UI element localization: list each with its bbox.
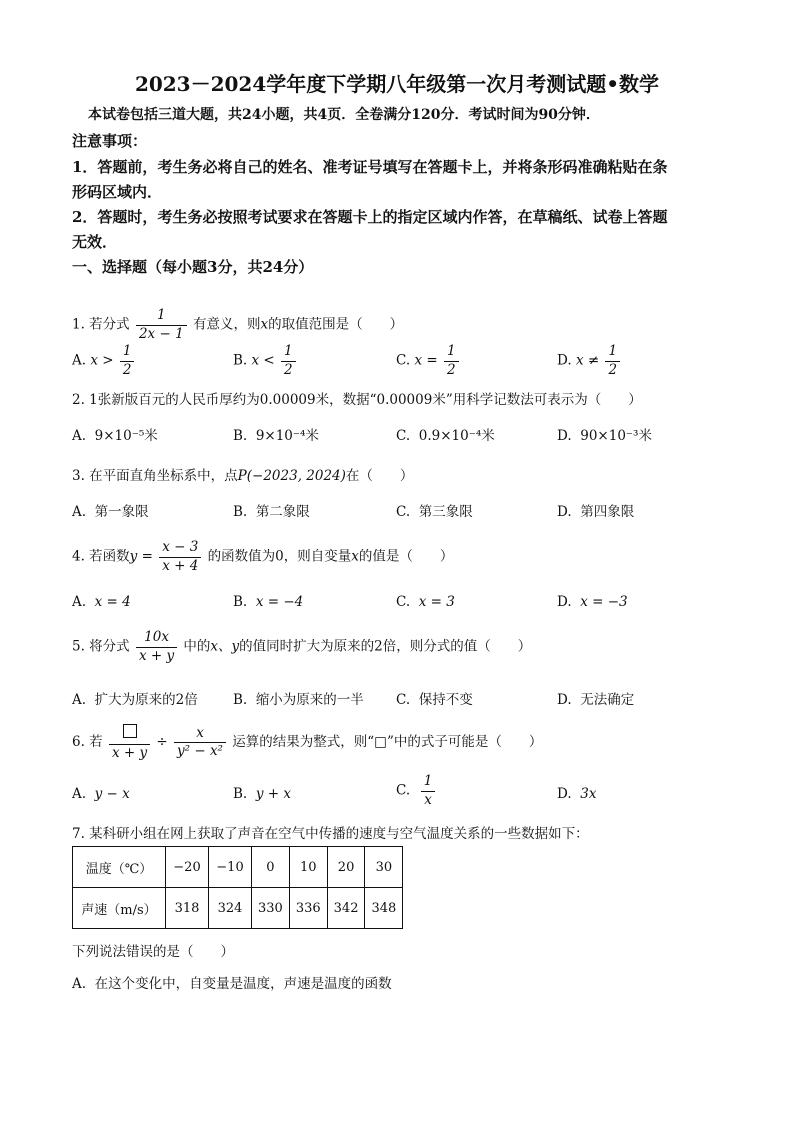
question-1-variable: x	[260, 316, 269, 333]
question-4-option-a[interactable]	[72, 594, 131, 610]
table-cell: 318	[166, 888, 209, 929]
blank-box	[120, 724, 140, 744]
fraction-denominator: 2	[120, 361, 135, 379]
question-5-option-b[interactable]	[233, 688, 364, 708]
divide-operator: ÷	[156, 734, 168, 751]
table-cell: −10	[209, 847, 252, 888]
question-4	[72, 540, 453, 574]
option-expression: x <	[251, 352, 275, 369]
option-text: x = −4	[255, 594, 304, 610]
option-text: 第四象限	[580, 504, 635, 520]
question-3-option-c[interactable]	[396, 500, 473, 520]
option-label: C.	[396, 504, 411, 520]
option-text: x = 3	[418, 594, 455, 610]
option-text: x = 4	[94, 594, 131, 610]
page-title: 2023－2024学年度下学期八年级第一次月考测试题•数学	[134, 72, 660, 96]
question-6-option-a[interactable]	[72, 786, 130, 802]
fraction-denominator: 2	[281, 361, 296, 379]
option-text: 9×10⁻⁴米	[255, 428, 319, 444]
question-1-option-b[interactable]	[233, 344, 298, 378]
fraction-denominator: x	[421, 791, 435, 809]
sound-speed-table	[72, 846, 403, 929]
option-label: B.	[233, 786, 248, 802]
option-text: 在这个变化中，自变量是温度，声速是温度的函数	[94, 976, 392, 992]
notice-heading: 注意事项：	[72, 132, 148, 150]
question-5-fraction	[136, 630, 177, 664]
question-6-prefix: 6. 若	[72, 734, 103, 751]
table-cell: 30	[365, 847, 403, 888]
question-3-option-b[interactable]	[233, 500, 310, 520]
option-text: 90×10⁻³米	[580, 428, 652, 444]
table-header-cell: 温度（℃）	[73, 847, 166, 888]
question-4-fraction	[159, 540, 201, 574]
fraction-denominator: x + 4	[159, 557, 201, 575]
option-text: 第三象限	[418, 504, 473, 520]
fraction-numerator: 1	[157, 307, 166, 323]
table-cell: 348	[365, 888, 403, 929]
fraction-denominator: x + y	[136, 647, 177, 665]
table-cell: −20	[166, 847, 209, 888]
question-4-option-d[interactable]	[557, 594, 628, 610]
question-6-option-c[interactable]	[396, 774, 437, 808]
question-3-text: 3. 在平面直角坐标系中，点	[72, 468, 238, 484]
question-1-fraction	[136, 308, 187, 342]
fraction-denominator: 2	[605, 361, 620, 379]
option-label: A.	[72, 692, 87, 708]
question-2-option-c[interactable]	[396, 424, 495, 444]
option-label: B.	[233, 352, 248, 369]
fraction-denominator: y² − x²	[174, 742, 226, 760]
question-3-option-d[interactable]	[557, 500, 634, 520]
option-label: B.	[233, 428, 248, 444]
fraction-numerator: 1	[608, 343, 618, 359]
question-3-option-a[interactable]	[72, 500, 149, 520]
question-2-option-b[interactable]	[233, 424, 319, 444]
fraction-numerator: x	[196, 724, 204, 741]
question-3-point: P(−2023, 2024)	[237, 468, 346, 484]
question-1-option-d[interactable]	[557, 344, 622, 378]
exam-intro: 本试卷包括三道大题，共24小题，共4页．全卷满分120分．考试时间为90分钟．	[88, 107, 600, 123]
option-label: D.	[557, 692, 572, 708]
notice-item-1-line-1: 1．答题前，考生务必将自己的姓名、准考证号填写在答题卡上，并将条形码准确粘贴在条	[72, 158, 668, 176]
option-label: A.	[72, 786, 87, 802]
option-label: C.	[396, 692, 411, 708]
section-heading-choice: 一、选择题（每小题3分，共24分）	[72, 258, 314, 276]
notice-item-1-line-2: 形码区域内．	[72, 183, 163, 201]
option-label: D.	[557, 352, 572, 369]
option-text: y + x	[255, 786, 291, 802]
question-3-suffix: 在（ ）	[345, 468, 414, 484]
table-row	[73, 847, 403, 888]
option-text: 缩小为原来的一半	[255, 692, 364, 708]
question-7: 7. 某科研小组在网上获取了声音在空气中传播的速度与空气温度关系的一些数据如下：	[72, 826, 589, 842]
question-5-option-a[interactable]	[72, 688, 198, 708]
question-1-option-a[interactable]	[72, 344, 136, 378]
question-4-suffix: 的值是（ ）	[358, 548, 454, 565]
option-text: x = −3	[580, 594, 628, 610]
question-6-fraction-1	[109, 724, 150, 761]
option-text: 3x	[580, 786, 597, 802]
question-5	[72, 630, 531, 664]
question-2-option-d[interactable]	[557, 424, 652, 444]
option-label: D.	[557, 786, 572, 802]
option-label: A.	[72, 504, 87, 520]
option-text: 扩大为原来的2倍	[94, 692, 198, 708]
question-6-option-b[interactable]	[233, 786, 291, 802]
fraction-numerator: 1	[284, 343, 293, 359]
question-1-option-c[interactable]	[396, 344, 461, 378]
fraction-denominator: 2	[444, 361, 459, 379]
option-expression: x =	[414, 352, 438, 369]
option-label: B.	[233, 594, 248, 610]
question-5-prefix: 5. 将分式	[72, 638, 130, 655]
question-1	[72, 308, 403, 342]
option-text: 9×10⁻⁵米	[94, 428, 158, 444]
option-label: C.	[396, 428, 411, 444]
table-header-cell: 声速（m/s）	[73, 888, 166, 929]
question-5-variables: x、y	[210, 638, 240, 655]
option-label: D.	[557, 428, 572, 444]
question-4-prefix: 4. 若函数	[72, 548, 130, 565]
option-text: 保持不变	[418, 692, 473, 708]
option-label: C.	[396, 352, 411, 369]
fraction-numerator: 10x	[144, 629, 169, 645]
table-cell: 336	[289, 888, 327, 929]
question-7-prompt: 下列说法错误的是（ ）	[72, 944, 234, 960]
option-expression: x ≠	[575, 352, 600, 369]
option-label: A.	[72, 594, 87, 610]
question-4-option-b[interactable]	[233, 594, 303, 610]
question-1-mid: 有意义，则	[192, 316, 261, 333]
fraction-denominator: 2x − 1	[136, 325, 187, 343]
option-text: 第一象限	[94, 504, 149, 520]
table-cell: 324	[209, 888, 252, 929]
question-6-fraction-2	[174, 726, 226, 760]
table-cell: 0	[252, 847, 290, 888]
option-text: y − x	[94, 786, 130, 802]
option-label: A.	[72, 352, 87, 369]
option-label: D.	[557, 594, 572, 610]
fraction-numerator: 1	[446, 343, 456, 359]
notice-item-2-line-1: 2．答题时，考生务必按照考试要求在答题卡上的指定区域内作答，在草稿纸、试卷上答题	[72, 208, 668, 226]
question-4-lhs: y =	[129, 548, 153, 565]
question-6	[72, 724, 542, 761]
option-label: B.	[233, 504, 248, 520]
question-5-option-c[interactable]	[396, 688, 473, 708]
fraction-numerator: 1	[122, 343, 132, 359]
question-4-option-c[interactable]	[396, 594, 455, 610]
option-text: 0.9×10⁻⁴米	[418, 428, 495, 444]
fraction-numerator: 1	[423, 773, 433, 789]
question-6-option-d[interactable]	[557, 786, 596, 802]
question-6-suffix: 运算的结果为整式，则“□”中的式子可能是（ ）	[232, 734, 543, 751]
table-row	[73, 888, 403, 929]
option-label: A.	[72, 428, 87, 444]
question-5-suffix: 的值同时扩大为原来的2倍，则分式的值（ ）	[239, 638, 532, 655]
option-label: B.	[233, 692, 248, 708]
option-label: C.	[396, 594, 411, 610]
question-7-option-a[interactable]	[72, 972, 392, 992]
fraction-denominator: x + y	[109, 744, 150, 762]
question-5-option-d[interactable]	[557, 688, 634, 708]
notice-item-2-line-2: 无效．	[72, 233, 118, 251]
option-expression: x >	[90, 352, 114, 369]
question-5-mid: 中的	[183, 638, 211, 655]
option-label: A.	[72, 976, 87, 992]
table-cell: 330	[252, 888, 290, 929]
table-cell: 342	[327, 888, 365, 929]
question-1-prefix: 1. 若分式	[72, 316, 130, 333]
option-text: 无法确定	[580, 692, 635, 708]
option-label: C.	[396, 782, 411, 799]
table-cell: 10	[289, 847, 327, 888]
fraction-numerator: x − 3	[162, 539, 199, 555]
question-2-option-a[interactable]	[72, 424, 158, 444]
option-text: 第二象限	[255, 504, 310, 520]
question-2: 2. 1张新版百元的人民币厚约为0.00009米，数据“0.00009米”用科学记数法可表示为（ ）	[72, 392, 642, 408]
question-4-mid: 的函数值为0，则自变量	[207, 548, 352, 565]
question-3	[72, 464, 413, 484]
question-4-variable: x	[351, 548, 359, 565]
question-1-suffix: 的取值范围是（ ）	[268, 316, 404, 333]
table-cell: 20	[327, 847, 365, 888]
option-label: D.	[557, 504, 572, 520]
